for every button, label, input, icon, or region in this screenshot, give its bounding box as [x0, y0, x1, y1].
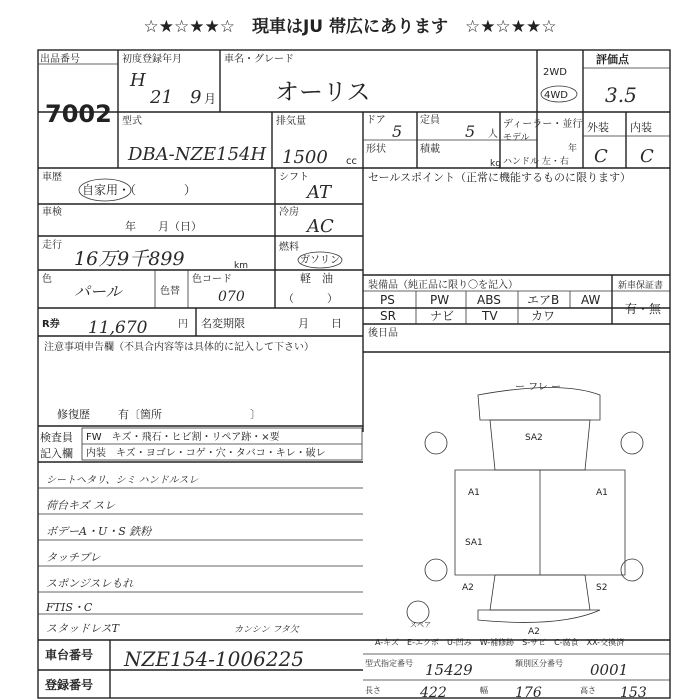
remark-1: シートヘタリ、シミ ハンドルスレ — [46, 475, 199, 486]
grade-value: 3.5 — [605, 83, 637, 107]
history-label: 車歴 — [42, 172, 62, 183]
shape-label: 形状 — [366, 144, 386, 155]
lot-number: 7002 — [45, 100, 112, 128]
registration-label: 登録番号 — [45, 678, 94, 692]
warranty-label: 新車保証書 — [618, 281, 664, 291]
height-label: 高さ — [580, 686, 596, 695]
notes-label: 注意事項申告欄（不具合内容等は具体的に記入して下さい） — [44, 342, 314, 353]
remark-2: 荷台キズ スレ — [46, 499, 116, 512]
mileage-label: 走行 — [42, 240, 62, 251]
doors-value: 5 — [392, 122, 403, 141]
model-year-unit: 年 — [568, 144, 578, 154]
equip-navi: ナビ — [430, 309, 455, 323]
inspector-label-1: 検査員 — [40, 431, 73, 444]
capacity-unit: 人 — [488, 129, 498, 140]
later-install-label: 後日品 — [368, 328, 398, 339]
capacity-value: 5 — [465, 122, 476, 141]
remark-6: FTIS・C — [46, 601, 93, 614]
mark-a2-bottom: A2 — [528, 627, 540, 637]
mark-a1-right: A1 — [596, 488, 608, 498]
name-change-value: 月 日 — [298, 317, 342, 330]
inspection-label: 車検 — [42, 207, 62, 218]
color-value: パール — [74, 282, 122, 301]
inspector-label-2: 記入欄 — [40, 447, 73, 460]
type-value: DBA-NZE154H — [128, 144, 267, 165]
mark-a2-left: A2 — [462, 583, 474, 593]
handle-label: ハンドル 左・右 — [503, 157, 569, 167]
cooler-value: AC — [307, 216, 334, 237]
class-number-label: 類別区分番号 — [515, 659, 563, 668]
model-year-label: モデル — [503, 133, 530, 143]
chassis-value: NZE154-1006225 — [124, 647, 304, 671]
color-label: 色 — [42, 274, 52, 285]
recycle-value: 11,670 — [88, 318, 148, 338]
shift-label: シフト — [279, 172, 309, 183]
equip-ps: PS — [380, 293, 395, 307]
type-number-label: 型式指定番号 — [365, 659, 413, 668]
mileage-unit: km — [234, 261, 248, 271]
width-label: 幅 — [480, 686, 488, 695]
repair-value: 有〔箇所 〕 — [118, 408, 261, 421]
warranty-value: 有・無 — [625, 302, 662, 316]
type-number-value: 15429 — [425, 661, 473, 679]
recycle-unit: 円 — [178, 319, 188, 330]
equip-aw: AW — [581, 293, 601, 307]
capacity-label: 定員 — [420, 115, 440, 126]
remark-3: ボデーA・U・S 鉄粉 — [46, 525, 152, 538]
interior-label: 内装 — [630, 121, 652, 134]
length-label: 長さ — [365, 686, 381, 695]
fuel-label: 燃料 — [279, 242, 299, 253]
displacement-label: 排気量 — [276, 116, 306, 127]
codes-legend: A-キズ E-エクボ U-凹み W-補修跡 S-サビ C-腐食 XX-交換済 — [375, 638, 625, 647]
inspector-row2: 内装 キズ・ヨゴレ・コゲ・穴・タバコ・キレ・破レ — [86, 448, 326, 459]
mark-a1-left: A1 — [468, 488, 480, 498]
fuel-gasoline: ガソリン — [300, 255, 340, 266]
model-label: 車名・グレード — [224, 54, 294, 65]
shift-value: AT — [307, 182, 332, 203]
mark-sa2: SA2 — [525, 433, 543, 443]
name-change-label: 名変期限 — [201, 317, 245, 330]
exterior-label: 外装 — [587, 121, 609, 134]
color-change-label: 色替 — [160, 286, 180, 297]
fuel-diesel: 軽 油 — [300, 272, 333, 285]
chassis-label: 車台番号 — [45, 648, 94, 662]
displacement-value: 1500 — [282, 147, 328, 168]
first-reg-era: H — [130, 70, 146, 91]
displacement-unit: cc — [346, 156, 357, 167]
equip-leather: カワ — [531, 309, 556, 323]
color-code-label: 色コード — [192, 274, 232, 285]
class-number-value: 0001 — [590, 661, 629, 679]
exterior-value: C — [594, 146, 608, 167]
mark-s2: S2 — [596, 583, 608, 593]
drive-2wd: 2WD — [543, 67, 567, 78]
remark-4: タッチブレ — [46, 551, 101, 564]
history-value: 自家用・（ ） — [82, 183, 197, 197]
equipment-label: 装備品（純正品に限り〇を記入） — [368, 280, 518, 291]
type-label: 型式 — [122, 116, 142, 127]
equip-abs: ABS — [477, 293, 501, 307]
remark-5: スポンジスレもれ — [46, 577, 134, 590]
equip-sr: SR — [380, 309, 396, 323]
interior-value: C — [640, 146, 654, 167]
width-value: 176 — [515, 685, 542, 700]
color-code-value: 070 — [218, 289, 245, 305]
remark-7: スタッドレスT — [46, 622, 120, 635]
mark-spare: スペア — [410, 621, 431, 629]
drive-4wd: 4WD — [544, 90, 568, 101]
mark-sa1: SA1 — [465, 538, 483, 548]
inspector-row1: FW キズ・飛石・ヒビ割・リペア跡・×要 — [86, 432, 280, 443]
doors-label: ドア — [366, 115, 386, 126]
fuel-other: （ ） — [283, 292, 338, 305]
first-reg-year: 21 — [150, 87, 173, 108]
equip-pw: PW — [430, 293, 450, 307]
lot-label: 出品番号 — [40, 54, 80, 65]
height-value: 153 — [620, 685, 647, 700]
load-label: 積載 — [420, 144, 440, 155]
cooler-label: 冷房 — [279, 207, 299, 218]
load-unit: kg — [490, 159, 501, 169]
diagram-top: ー フレ ー — [515, 382, 561, 393]
car-diagram — [407, 382, 643, 637]
equip-airbag: エアB — [527, 293, 560, 307]
dealer-label: ディーラー・並行 — [503, 119, 583, 130]
remark-extra: カンシン フタ欠 — [234, 625, 299, 635]
first-reg-label: 初度登録年月 — [122, 54, 182, 65]
model-name: オーリス — [275, 78, 371, 106]
grade-label: 評価点 — [596, 53, 629, 66]
repair-label: 修復歴 — [57, 408, 90, 421]
first-reg-month: 9 — [190, 87, 202, 108]
recycle-label: R券 — [42, 319, 60, 330]
first-reg-month-unit: 月 — [204, 92, 217, 106]
length-value: 422 — [420, 685, 447, 700]
equip-tv: TV — [482, 309, 498, 323]
inspection-value: 年 月（日） — [125, 220, 202, 233]
sheet-header: ☆★☆★★☆ 現車はJU 帯広にあります ☆★☆★★☆ — [143, 17, 557, 37]
sales-point-label: セールスポイント（正常に機能するものに限ります） — [368, 171, 632, 184]
mileage-value: 16万9千899 — [74, 248, 185, 270]
